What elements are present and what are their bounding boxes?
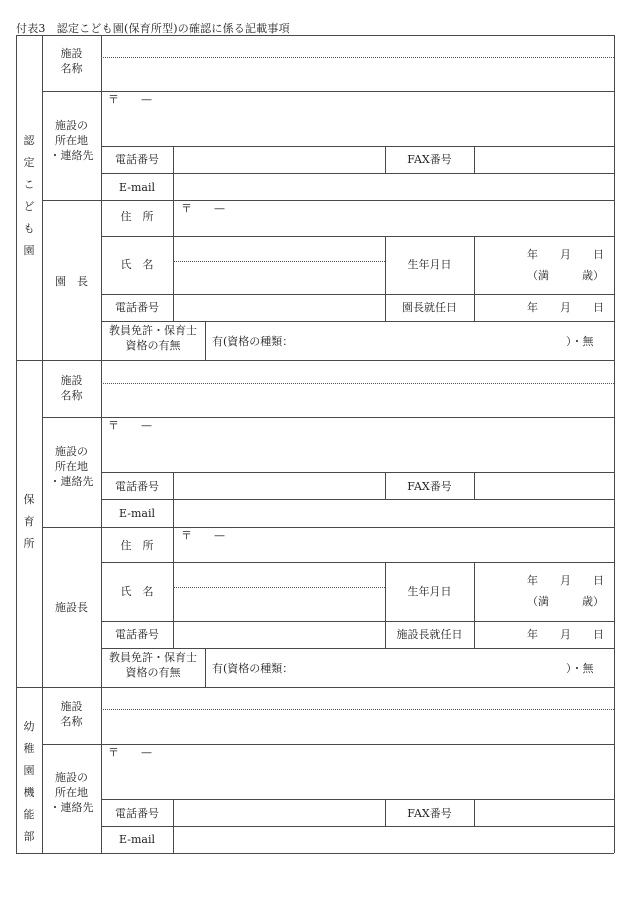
- name-label: 氏 名: [120, 258, 154, 271]
- email-label: E-mail: [119, 181, 155, 194]
- fax-label-2: FAX番号: [407, 480, 452, 493]
- postal-code-field-2[interactable]: 〒 —: [108, 419, 152, 432]
- director-postal-field[interactable]: 〒 —: [181, 202, 225, 215]
- postal-code-field-3[interactable]: 〒 —: [108, 746, 152, 759]
- director-start-value: 年 月 日: [527, 301, 604, 314]
- license-value[interactable]: 有(資格の種類：: [212, 335, 294, 348]
- email-label-2: E-mail: [119, 507, 155, 520]
- director-phone-label: 電話番号: [115, 301, 159, 314]
- license-none: ）・無: [566, 335, 594, 348]
- head-postal-field[interactable]: 〒 —: [181, 529, 225, 542]
- facility-name-label: 施設 名称: [60, 47, 83, 75]
- phone-label-3: 電話番号: [115, 807, 159, 820]
- address-label: 住 所: [120, 210, 154, 223]
- license-label: 教員免許・保育士 資格の有無: [109, 324, 197, 352]
- location-label-2: 施設の 所在地 ・連絡先: [49, 445, 94, 488]
- age-value-2: （満 歳）: [527, 595, 604, 608]
- director-start-label: 園長就任日: [402, 301, 457, 314]
- section-label-yochien: 幼 稚 園 機 能 部: [23, 720, 35, 843]
- phone-label: 電話番号: [115, 153, 159, 166]
- head-phone-label: 電話番号: [115, 628, 159, 641]
- postal-code-field[interactable]: 〒 —: [108, 93, 152, 106]
- section-label-hoikusho: 保 育 所: [23, 493, 35, 550]
- director-label: 園 長: [55, 275, 88, 288]
- birthdate-label-2: 生年月日: [407, 585, 452, 598]
- location-label: 施設の 所在地 ・連絡先: [49, 119, 94, 162]
- license-none-2: ）・無: [566, 662, 594, 675]
- fax-label: FAX番号: [407, 153, 452, 166]
- location-label-3: 施設の 所在地 ・連絡先: [49, 771, 94, 814]
- license-label-2: 教員免許・保育士 資格の有無: [109, 651, 197, 679]
- email-label-3: E-mail: [119, 833, 155, 846]
- birthdate-label: 生年月日: [407, 258, 452, 271]
- page-title: 付表3 認定こども園(保育所型)の確認に係る記載事項: [16, 22, 290, 35]
- facility-name-label-3: 施設 名称: [60, 700, 83, 728]
- fax-label-3: FAX番号: [407, 807, 452, 820]
- head-start-value: 年 月 日: [527, 628, 604, 641]
- facility-name-label-2: 施設 名称: [60, 374, 83, 402]
- section-label-kodomoen: 認 定 こ ど も 園: [23, 134, 35, 257]
- license-value-2[interactable]: 有(資格の種類：: [212, 662, 294, 675]
- facility-head-label: 施設長: [55, 601, 88, 614]
- name-label-2: 氏 名: [120, 585, 154, 598]
- head-start-label: 施設長就任日: [396, 628, 463, 641]
- birthdate-value: 年 月 日: [527, 248, 604, 261]
- address-label-2: 住 所: [120, 539, 154, 552]
- birthdate-value-2: 年 月 日: [527, 574, 604, 587]
- age-value: （満 歳）: [527, 269, 604, 282]
- phone-label-2: 電話番号: [115, 480, 159, 493]
